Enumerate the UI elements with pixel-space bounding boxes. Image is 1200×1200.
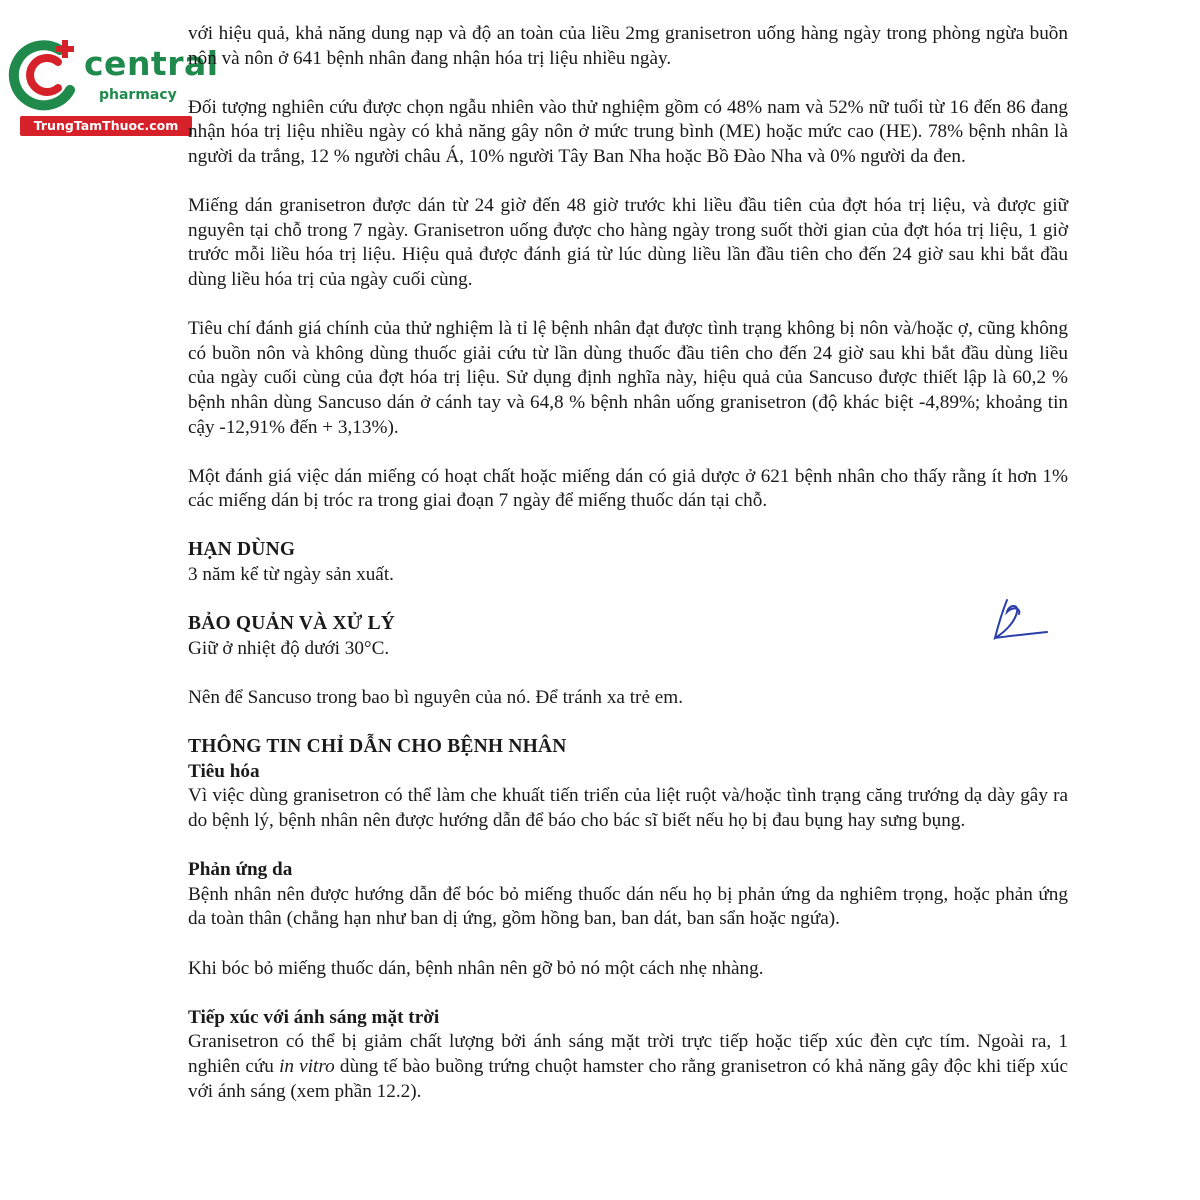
brand-name: central [84,44,219,83]
skin-reaction-text: Bệnh nhân nên được hướng dẫn để bóc bỏ miếng thuốc dán nếu họ bị phản ứng da nghiêm trọng, hoặc phản ứng da toàn thân (chẳng hạn như ban dị ứng, gồm hồng ban, ban dát, ban sẩn hoặc ngứa). [188,883,1068,930]
brand-subtitle: pharmacy [99,87,177,103]
sun-text-part2: dùng tế bào buồng trứng chuột hamster cho rằng granisetron có khả năng gây độc khi tiếp xúc với ánh sáng (xem phần 12.2). [188,1055,1068,1102]
storage-temperature: Giữ ở nhiệt độ dưới 30°C. [188,637,390,659]
digestion-text: Vì việc dùng granisetron có thể làm che khuất tiến triển của liệt ruột và/hoặc tình trạng căng trướng dạ dày gây ra do bệnh lý, bệnh nhân nên được hướng dẫn để báo cho bác sĩ biết nếu họ bị đau bụng hay sưng bụng. [188,785,1068,831]
paragraph-primary-endpoint: Tiêu chí đánh giá chính của thử nghiệm là tỉ lệ bệnh nhân đạt được tình trạng không bị nôn và/hoặc ợ, cũng không có buồn nôn và không dùng thuốc giải cứu từ lần dùng thuốc đầu tiên cho đến 24 giờ sau khi bắt đầu dùng liều của ngày cuối cùng của đợt hóa trị liệu. Sử dụng định nghĩa này, hiệu quả của Sancuso được thiết lập là 60,2 % bệnh nhân dùng Sancuso dán ở cánh tay và 64,8 % bệnh nhân uống granisetron (độ khác biệt -4,89%; khoảng tin cậy -12,91% đến + 3,13%). [188,318,1068,438]
document-page [188,22,1068,1104]
central-logo-icon [8,36,88,116]
storage-instructions: Nên để Sancuso trong bao bì nguyên của nó. Để tránh xa trẻ em. [188,687,683,709]
expiry-text: 3 năm kể từ ngày sản xuất. [188,564,394,586]
paragraph-subjects: Đối tượng nghiên cứu được chọn ngẫu nhiên vào thử nghiệm gồm có 48% nam và 52% nữ tuổi từ 16 đến 86 đang nhận hóa trị liệu nhiều ngày có khả năng gây nôn ở mức trung bình (ME) hoặc mức cao (HE). 78% bệnh nhân là người da trắng, 12 % người châu Á, 10% người Tây Ban Nha hoặc Bồ Đào Nha và 0% người da đen. [188,96,1068,167]
paragraph-patch-application: Miếng dán granisetron được dán từ 24 giờ đến 48 giờ trước khi liều đầu tiên của đợt hóa trị liệu, và được giữ nguyên tại chỗ trong 7 ngày. Granisetron uống được cho hàng ngày trong suốt thời gian của đợt hóa trị liệu, 1 giờ trước mỗi liều hóa trị liệu. Hiệu quả được đánh giá từ lúc dùng liều lần đầu tiên cho đến 24 giờ sau khi bắt đầu dùng liều hóa trị của ngày cuối cùng. [188,195,1068,290]
skin-removal-text: Khi bóc bỏ miếng thuốc dán, bệnh nhân nên gỡ bỏ nó một cách nhẹ nhàng. [188,957,764,979]
sun-exposure-text [188,1030,1068,1104]
site-banner: TrungTamThuoc.com [20,116,192,136]
central-pharmacy-logo [8,36,219,136]
skin-reaction-title: Phản ứng da [188,859,293,881]
storage-heading: BẢO QUẢN VÀ XỬ LÝ [188,613,396,635]
sun-exposure-title: Tiếp xúc với ánh sáng mặt trời [188,1006,440,1028]
expiry-heading: HẠN DÙNG [188,539,296,561]
handwritten-signature [985,592,1055,652]
sun-text-part1: Granisetron có thể bị giảm chất lượng bởi ánh sáng mặt trời trực tiếp hoặc tiếp xúc đèn cực tím. Ngoài ra, 1 nghiên cứu [188,1031,1068,1077]
digestion-title: Tiêu hóa [188,760,260,782]
paragraph-adhesion: Một đánh giá việc dán miếng có hoạt chất hoặc miếng dán có giả dược ở 621 bệnh nhân cho thấy rằng ít hơn 1% các miếng dán bị tróc ra trong giai đoạn 7 ngày để miếng thuốc dán tại chỗ. [188,465,1068,512]
patient-info-heading: THÔNG TIN CHỈ DẪN CHO BỆNH NHÂN [188,736,567,758]
in-vitro-term: in vitro [279,1055,335,1077]
paragraph-efficacy-intro: với hiệu quả, khả năng dung nạp và độ an toàn của liều 2mg granisetron uống hàng ngày trong phòng ngừa buồn nôn và nôn ở 641 bệnh nhân đang nhận hóa trị liệu nhiều ngày. [188,23,1068,69]
